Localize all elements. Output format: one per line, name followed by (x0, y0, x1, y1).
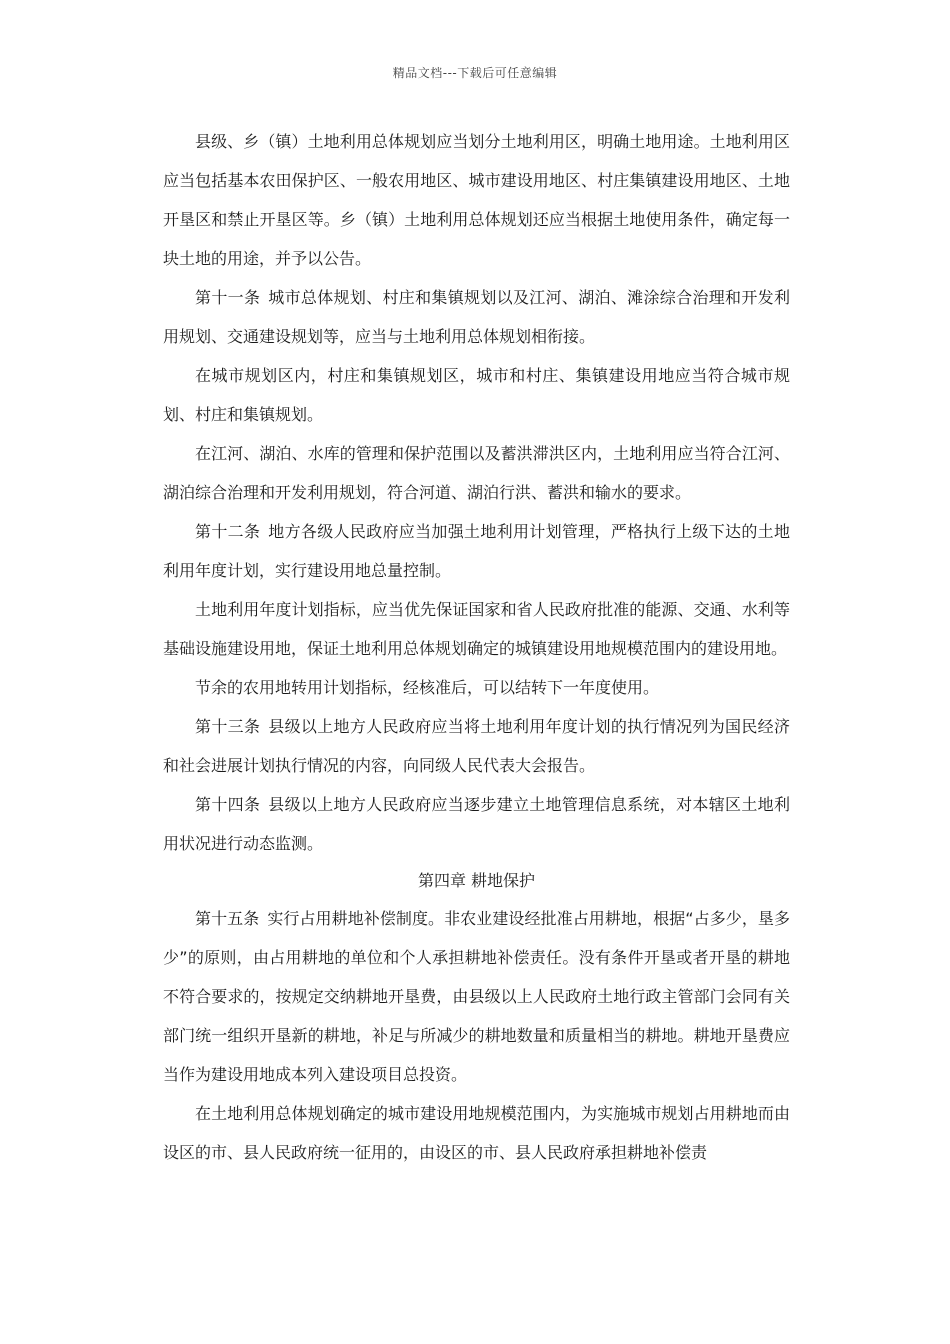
paragraph-text: 在土地利用总体规划确定的城市建设用地规模范围内，为实施城市规划占用耕地而由设区的市、县人民政府统一征用的，由设区的市、县人民政府承担耕地补偿责 (163, 1104, 790, 1162)
document-body (163, 122, 790, 1172)
paragraph (163, 434, 790, 512)
paragraph (163, 668, 790, 707)
paragraph-text: 实行占用耕地补偿制度。非农业建设经批准占用耕地，根据“占多少，垦多少”的原则，由占用耕地的单位和个人承担耕地补偿责任。没有条件开垦或者开垦的耕地不符合要求的，按规定交纳耕地开垦费，由县级以上人民政府土地行政主管部门会同有关部门统一组织开垦新的耕地，补足与所减少的耕地数量和质量相当的耕地。耕地开垦费应当作为建设用地成本列入建设项目总投资。 (163, 909, 790, 1084)
paragraph (163, 278, 790, 356)
paragraph (163, 122, 790, 278)
paragraph-text: 土地利用年度计划指标，应当优先保证国家和省人民政府批准的能源、交通、水利等基础设施建设用地，保证土地利用总体规划确定的城镇建设用地规模范围内的建设用地。 (163, 600, 790, 658)
paragraph (163, 899, 790, 1094)
chapter-heading: 第四章 耕地保护 (417, 871, 536, 890)
paragraph (163, 785, 790, 863)
paragraph-text: 地方各级人民政府应当加强土地利用计划管理，严格执行上级下达的土地利用年度计划，实行建设用地总量控制。 (163, 522, 790, 580)
paragraph (163, 1094, 790, 1172)
paragraph-text: 在城市规划区内，村庄和集镇规划区，城市和村庄、集镇建设用地应当符合城市规划、村庄和集镇规划。 (163, 366, 790, 424)
article-number: 第十三条 (195, 717, 261, 736)
paragraph-text: 城市总体规划、村庄和集镇规划以及江河、湖泊、滩涂综合治理和开发利用规划、交通建设规划等，应当与土地利用总体规划相衔接。 (163, 288, 790, 346)
paragraph-text: 节余的农用地转用计划指标，经核准后，可以结转下一年度使用。 (195, 678, 660, 697)
article-number: 第十二条 (195, 522, 261, 541)
paragraph-text: 县级以上地方人民政府应当逐步建立土地管理信息系统，对本辖区土地利用状况进行动态监测。 (163, 795, 790, 853)
article-number: 第十四条 (195, 795, 261, 814)
paragraph (163, 707, 790, 785)
paragraph (163, 590, 790, 668)
article-number: 第十五条 (195, 909, 260, 928)
paragraph-text: 县级、乡（镇）土地利用总体规划应当划分土地利用区，明确土地用途。土地利用区应当包括基本农田保护区、一般农用地区、城市建设用地区、村庄集镇建设用地区、土地开垦区和禁止开垦区等。乡（镇）土地利用总体规划还应当根据土地使用条件，确定每一块土地的用途，并予以公告。 (163, 132, 790, 268)
paragraph (163, 356, 790, 434)
article-number: 第十一条 (195, 288, 261, 307)
page-header: 精品文档---下载后可任意编辑 (392, 66, 558, 80)
paragraph-text: 县级以上地方人民政府应当将土地利用年度计划的执行情况列为国民经济和社会进展计划执行情况的内容，向同级人民代表大会报告。 (163, 717, 790, 775)
paragraph (163, 512, 790, 590)
paragraph-text: 在江河、湖泊、水库的管理和保护范围以及蓄洪滞洪区内，土地利用应当符合江河、湖泊综合治理和开发利用规划，符合河道、湖泊行洪、蓄洪和输水的要求。 (163, 444, 790, 502)
